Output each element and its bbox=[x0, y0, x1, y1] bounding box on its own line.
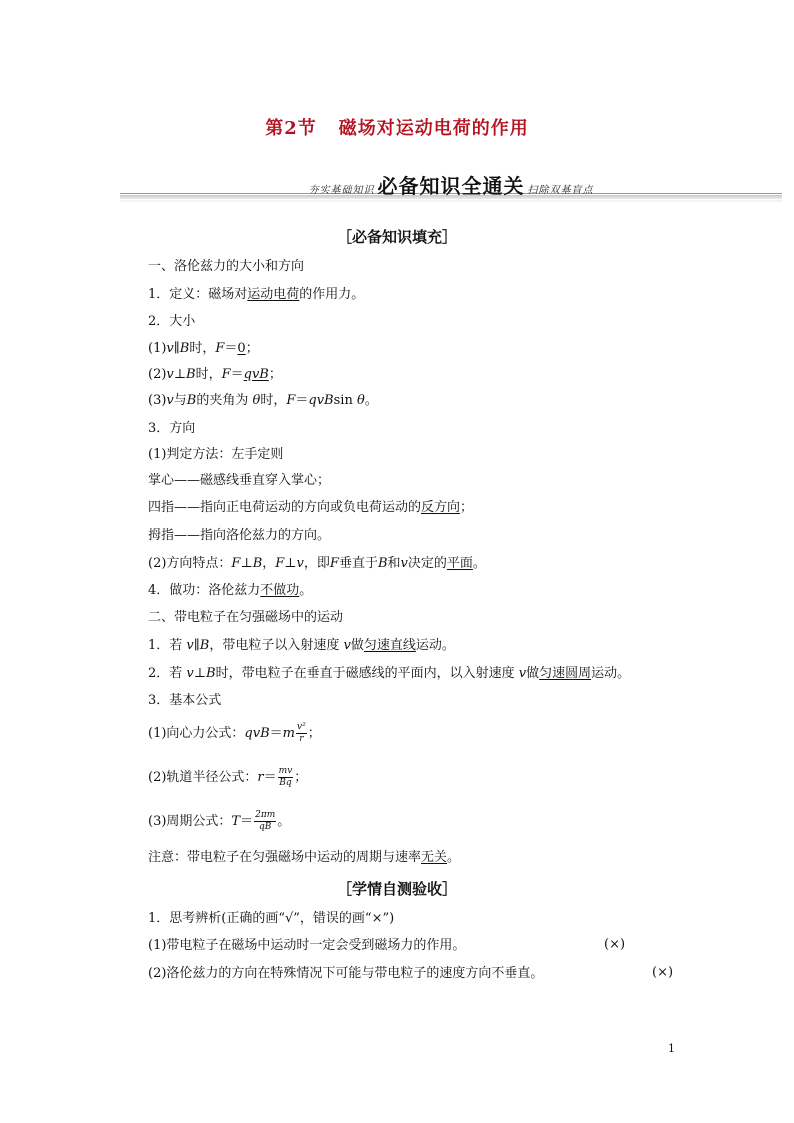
s3-eq: ＝ bbox=[295, 393, 309, 408]
d2-b1: B bbox=[252, 556, 263, 571]
s2-end: ； bbox=[268, 367, 282, 382]
s3-post2: 时， bbox=[260, 393, 287, 408]
m2-post: 运动。 bbox=[591, 666, 631, 681]
banner-shadow-bar-light bbox=[120, 200, 782, 202]
f2-den: Bq bbox=[279, 778, 292, 788]
f2-fraction bbox=[278, 766, 294, 789]
m1-pre: 1．若 bbox=[148, 638, 187, 653]
finger-blank: 反方向 bbox=[421, 500, 461, 515]
work-post: 。 bbox=[299, 583, 313, 598]
s2-blank: qvB bbox=[243, 367, 269, 382]
banner-left-text: 夯实基础知识 bbox=[308, 185, 375, 196]
question-1a: (1)带电粒子在磁场中运动时一定会受到磁场力的作用。 bbox=[148, 938, 466, 953]
m1-v: v bbox=[186, 638, 194, 653]
f1-eq: ＝ bbox=[269, 726, 283, 741]
f3-eq: ＝ bbox=[240, 814, 254, 829]
s2-mid: ⊥ bbox=[173, 367, 187, 382]
question-1b: (2)洛伦兹力的方向在特殊情况下可能与带电粒子的速度方向不垂直。 bbox=[148, 966, 544, 981]
d2-s1: ⊥ bbox=[240, 556, 253, 571]
finger-post: ； bbox=[460, 500, 474, 515]
thumb-line: 拇指——指向洛伦兹力的方向。 bbox=[148, 528, 331, 543]
f1-end: ； bbox=[307, 726, 321, 741]
d2-f2: F bbox=[275, 556, 285, 571]
d2-s4: 和 bbox=[387, 556, 401, 571]
heading-lorentz: 一、洛伦兹力的大小和方向 bbox=[148, 259, 305, 274]
f3-lhs: T bbox=[231, 814, 241, 829]
f1-m: m bbox=[282, 726, 295, 741]
note-blank: 无关 bbox=[421, 850, 448, 865]
d2-f3: F bbox=[329, 556, 339, 571]
definition-line bbox=[148, 286, 364, 304]
d2-v4: v bbox=[400, 556, 408, 571]
m1-v2: v bbox=[343, 638, 351, 653]
f2-lhs: r bbox=[257, 770, 264, 785]
d2-s2: ⊥ bbox=[284, 556, 297, 571]
m2-mid2: 做 bbox=[526, 666, 540, 681]
direction-heading: 3．方向 bbox=[148, 421, 196, 436]
d2-blank: 平面 bbox=[446, 556, 473, 571]
banner-right-text: 扫除双基盲点 bbox=[527, 185, 594, 196]
d2-s5: 决定的 bbox=[407, 556, 447, 571]
f2-num: mv bbox=[278, 766, 293, 776]
d2-c2: ，即 bbox=[303, 556, 330, 571]
f1-pre: (1)向心力公式： bbox=[148, 726, 245, 741]
s1-pre: (1) bbox=[148, 341, 167, 356]
s3-end: 。 bbox=[364, 393, 378, 408]
def-post: 的作用力。 bbox=[299, 287, 365, 302]
s1-f: F bbox=[215, 341, 225, 356]
formula-heading: 3．基本公式 bbox=[148, 693, 222, 708]
m1-b: B bbox=[199, 638, 210, 653]
size-case-1 bbox=[148, 340, 259, 358]
f1-lhs: qvB bbox=[244, 726, 270, 741]
f3-end: 。 bbox=[277, 814, 291, 829]
m2-v2: v bbox=[518, 666, 527, 681]
d2-pre: (2)方向特点： bbox=[148, 556, 232, 571]
heading-motion: 二、带电粒子在匀强磁场中的运动 bbox=[148, 610, 344, 625]
s2-v: v bbox=[166, 367, 174, 382]
d2-v2: v bbox=[296, 556, 304, 571]
s3-post: 的夹角为 bbox=[196, 393, 253, 408]
d2-c1: ， bbox=[262, 556, 276, 571]
f1-den: r bbox=[299, 734, 304, 744]
work-pre: 4．做功：洛伦兹力 bbox=[148, 583, 261, 598]
section-name: 磁场对运动电荷的作用 bbox=[338, 118, 529, 139]
m1-post: 运动。 bbox=[415, 638, 455, 653]
note-post: 。 bbox=[447, 850, 461, 865]
d2-end: 。 bbox=[472, 556, 486, 571]
question-1: 1．思考辨析(正确的画“√”，错误的画“×”) bbox=[148, 911, 395, 926]
s2-post: 时， bbox=[195, 367, 222, 382]
m2-b: B bbox=[206, 666, 216, 681]
m1-blank: 匀速直线 bbox=[363, 638, 416, 653]
def-blank: 运动电荷 bbox=[247, 287, 300, 302]
f2-eq: ＝ bbox=[263, 770, 277, 785]
s3-sin: sin bbox=[333, 393, 357, 408]
f3-pre: (3)周期公式： bbox=[148, 814, 232, 829]
s2-b: B bbox=[186, 367, 196, 382]
question-1b-mark: (×) bbox=[652, 965, 674, 980]
palm-line: 掌心——磁感线垂直穿入掌心； bbox=[148, 473, 331, 488]
s1-blank: 0 bbox=[237, 341, 246, 356]
page-title bbox=[0, 114, 794, 140]
f3-den: qB bbox=[259, 822, 272, 832]
work-blank: 不做功 bbox=[260, 583, 300, 598]
s3-pre: (3) bbox=[148, 393, 167, 408]
def-pre: 1．定义：磁场对 bbox=[148, 287, 248, 302]
m2-pre: 2．若 bbox=[148, 666, 187, 681]
finger-line bbox=[148, 499, 473, 517]
s1-mid: ∥ bbox=[173, 341, 180, 356]
s2-f: F bbox=[221, 367, 231, 382]
formula-period bbox=[148, 810, 290, 833]
direction-feature bbox=[148, 555, 486, 573]
s1-v: v bbox=[166, 341, 174, 356]
s1-b: B bbox=[179, 341, 190, 356]
d2-s3: 垂直于 bbox=[338, 556, 378, 571]
f3-fraction bbox=[254, 810, 276, 833]
direction-method: (1)判定方法：左手定则 bbox=[148, 447, 284, 462]
motion-case-1 bbox=[148, 637, 455, 655]
s2-eq: ＝ bbox=[230, 367, 244, 382]
s1-end: ； bbox=[245, 341, 259, 356]
m2-mid: 时，带电粒子在垂直于磁感线的平面内，以入射速度 bbox=[215, 666, 519, 681]
section-banner bbox=[120, 170, 782, 206]
size-case-3 bbox=[148, 392, 378, 410]
f1-fraction bbox=[296, 722, 307, 745]
d2-f1: F bbox=[231, 556, 241, 571]
s3-v: v bbox=[166, 393, 174, 408]
f2-pre: (2)轨道半径公式： bbox=[148, 770, 258, 785]
f1-num: v² bbox=[297, 722, 306, 732]
s3-formula: qvB bbox=[308, 393, 334, 408]
s1-post: 时， bbox=[189, 341, 216, 356]
f2-end: ； bbox=[294, 770, 308, 785]
s3-theta2: θ bbox=[356, 393, 365, 408]
m1-mid2: 做 bbox=[350, 638, 364, 653]
size-heading: 2．大小 bbox=[148, 314, 196, 329]
s1-eq: ＝ bbox=[224, 341, 238, 356]
m1-s: ∥ bbox=[193, 638, 200, 653]
formula-radius bbox=[148, 766, 307, 789]
d2-b3: B bbox=[377, 556, 388, 571]
note-line bbox=[148, 849, 460, 867]
banner-main-text: 必备知识全通关 bbox=[377, 174, 525, 198]
size-case-2 bbox=[148, 366, 282, 384]
f3-num: 2πm bbox=[255, 810, 276, 820]
question-1a-mark: (×) bbox=[604, 937, 626, 952]
motion-case-2 bbox=[148, 665, 630, 683]
finger-pre: 四指——指向正电荷运动的方向或负电荷运动的 bbox=[148, 500, 422, 515]
section-heading-fill: ［必备知识填充］ bbox=[336, 228, 457, 246]
m2-s: ⊥ bbox=[193, 666, 206, 681]
section-heading-check: ［学情自测验收］ bbox=[336, 880, 457, 898]
work-line bbox=[148, 582, 312, 600]
m2-v: v bbox=[186, 666, 194, 681]
page-number: 1 bbox=[668, 1042, 675, 1055]
m2-blank: 匀速圆周 bbox=[539, 666, 592, 681]
s3-b: B bbox=[186, 393, 197, 408]
formula-centripetal bbox=[148, 722, 321, 745]
m1-mid: ，带电粒子以入射速度 bbox=[209, 638, 344, 653]
note-pre: 注意：带电粒子在匀强磁场中运动的周期与速率 bbox=[148, 850, 422, 865]
s2-pre: (2) bbox=[148, 367, 167, 382]
section-number: 第2节 bbox=[265, 118, 317, 139]
s3-mid: 与 bbox=[173, 393, 187, 408]
s3-theta: θ bbox=[252, 393, 261, 408]
s3-f: F bbox=[286, 393, 296, 408]
